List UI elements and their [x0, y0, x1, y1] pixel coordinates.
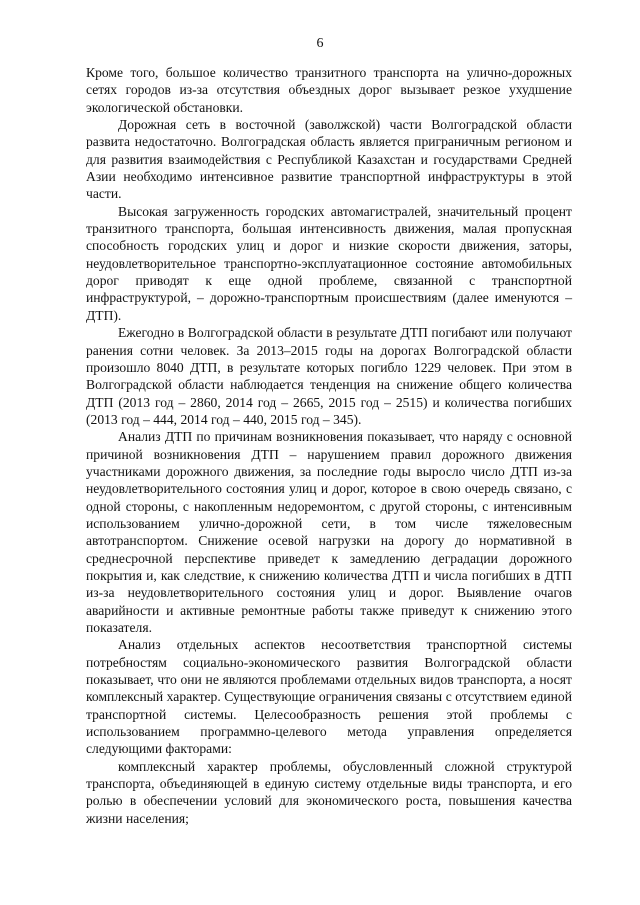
page-number: 6	[316, 36, 324, 51]
paragraph-accident-statistics: Ежегодно в Волгоградской области в результате ДТП погибают или получают ранения сотни человек. За 2013–2015 годы на дорогах Волгоградской области произошло 8040 ДТП, в результате которых погибло 1229 человек. При этом в Волгоградской области наблюдается тенденция на снижение общего количества ДТП (2013 год – 2860, 2014 год – 2665, 2015 год – 2515) и количества погибших (2013 год – 444, 2014 год – 440, 2015 год – 345).	[86, 325, 572, 427]
paragraph-complex-factor: комплексный характер проблемы, обусловленный сложной структурой транспорта, объединяющей в единую систему отдельные виды транспорта, и его ролью в обеспечении условий для экономического роста, повышения качества жизни населения;	[86, 758, 572, 826]
body-text	[86, 64, 572, 827]
paragraph-eastern-road-network: Дорожная сеть в восточной (заволжской) части Волгоградской области развита недостаточно. Волгоградская область является приграничным регионом и для развития взаимодействия с Республикой Казахстан и государствами Средней Азии необходимо интенсивное развитие транспортной инфраструктуры в этой части.	[86, 117, 572, 202]
paragraph-highway-congestion: Высокая загруженность городских автомагистралей, значительный процент транзитного транспорта, большая интенсивность движения, малая пропускная способность городских улиц и дорог и низкие скорости движения, заторы, неудовлетворительное транспортно-эксплуатационное состояние автомобильных дорог приводят к еще одной проблеме, связанной с транспортной инфраструктурой, – дорожно-транспортным происшествиям (далее именуются – ДТП).	[86, 203, 572, 323]
paragraph-transport-system-analysis: Анализ отдельных аспектов несоответствия транспортной системы потребностям социально-экономического развития Волгоградской области показывает, что они не являются проблемами отдельных видов транспорта, а носят комплексный характер. Существующие ограничения связаны с отсутствием единой транспортной системы. Целесообразность решения этой проблемы с использованием программно-целевого метода управления определяется следующими факторами:	[86, 637, 572, 757]
paragraph-transit-ecology: Кроме того, большое количество транзитного транспорта на улично-дорожных сетях городов из-за отсутствия объездных дорог вызывает резкое ухудшение экологической обстановки.	[86, 65, 572, 115]
paragraph-accident-causes: Анализ ДТП по причинам возникновения показывает, что наряду с основной причиной возникновения ДТП – нарушением правил дорожного движения участниками дорожного движения, за последние годы выросло число ДТП из-за неудовлетворительного состояния улиц и дорог, которое в свою очередь связано, с одной стороны, с накопленным недоремонтом, с другой стороны, с интенсивным использованием улично-дорожной сети, в том числе тяжеловесным автотранспортом. Снижение осевой нагрузки на дорогу до нормативной в среднесрочной перспективе приведет к замедлению деградации дорожного покрытия и, как следствие, к снижению количества ДТП и числа погибших в ДТП из-за неудовлетворительного состояния улиц и дорог. Выявление очагов аварийности и активные ремонтные работы также приведут к снижению этого показателя.	[86, 429, 572, 635]
